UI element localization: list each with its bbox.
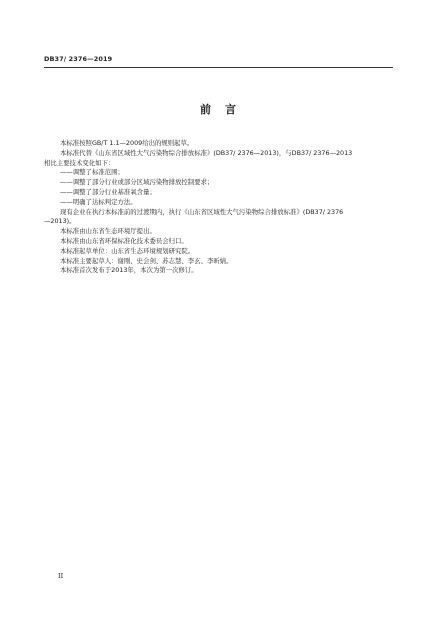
change-item: ——明确了达标判定方法。 — [60, 197, 137, 206]
body-line: 本标准由山东省生态环境厅提出。 — [60, 227, 156, 236]
change-item: ——调整了部分行业基准氧含量； — [60, 187, 156, 196]
body-line: 本标准起草单位：山东省生态环境规划研究院。 — [60, 246, 195, 255]
body-line: 相比主要技术变化如下： — [44, 158, 115, 167]
page-title: 前言 — [200, 103, 250, 116]
body-line: —2013)。 — [44, 217, 76, 226]
page-number: II — [58, 572, 64, 580]
change-item: ——调整了部分行业或部分区域污染物排放控制要求； — [60, 178, 214, 187]
change-item: ——调整了标准范围； — [60, 168, 124, 177]
body-line: 本标准按照GB/T 1.1—2009给出的规则起草。 — [60, 139, 194, 147]
header-divider — [44, 67, 393, 68]
foreword-body — [44, 139, 394, 276]
body-line: 现有企业在执行本标准前的过渡期内，执行《山东省区域性大气污染物综合排放标准》(DB37/ 2376 — [60, 207, 344, 216]
body-line: 本标准首次发布于2013年，本次为第一次修订。 — [60, 266, 198, 275]
body-line: 本标准主要起草人：谢刚、史会剑、苏志慧、李玄、李昕婧。 — [60, 256, 233, 265]
body-line: 本标准代替《山东省区域性大气污染物综合排放标准》(DB37/ 2376—2013)，与DB37/ 2376—2013 — [60, 148, 353, 157]
body-line: 本标准由山东省环保标准化技术委员会归口。 — [60, 236, 188, 245]
document-code: DB37/ 2376—2019 — [44, 55, 113, 63]
